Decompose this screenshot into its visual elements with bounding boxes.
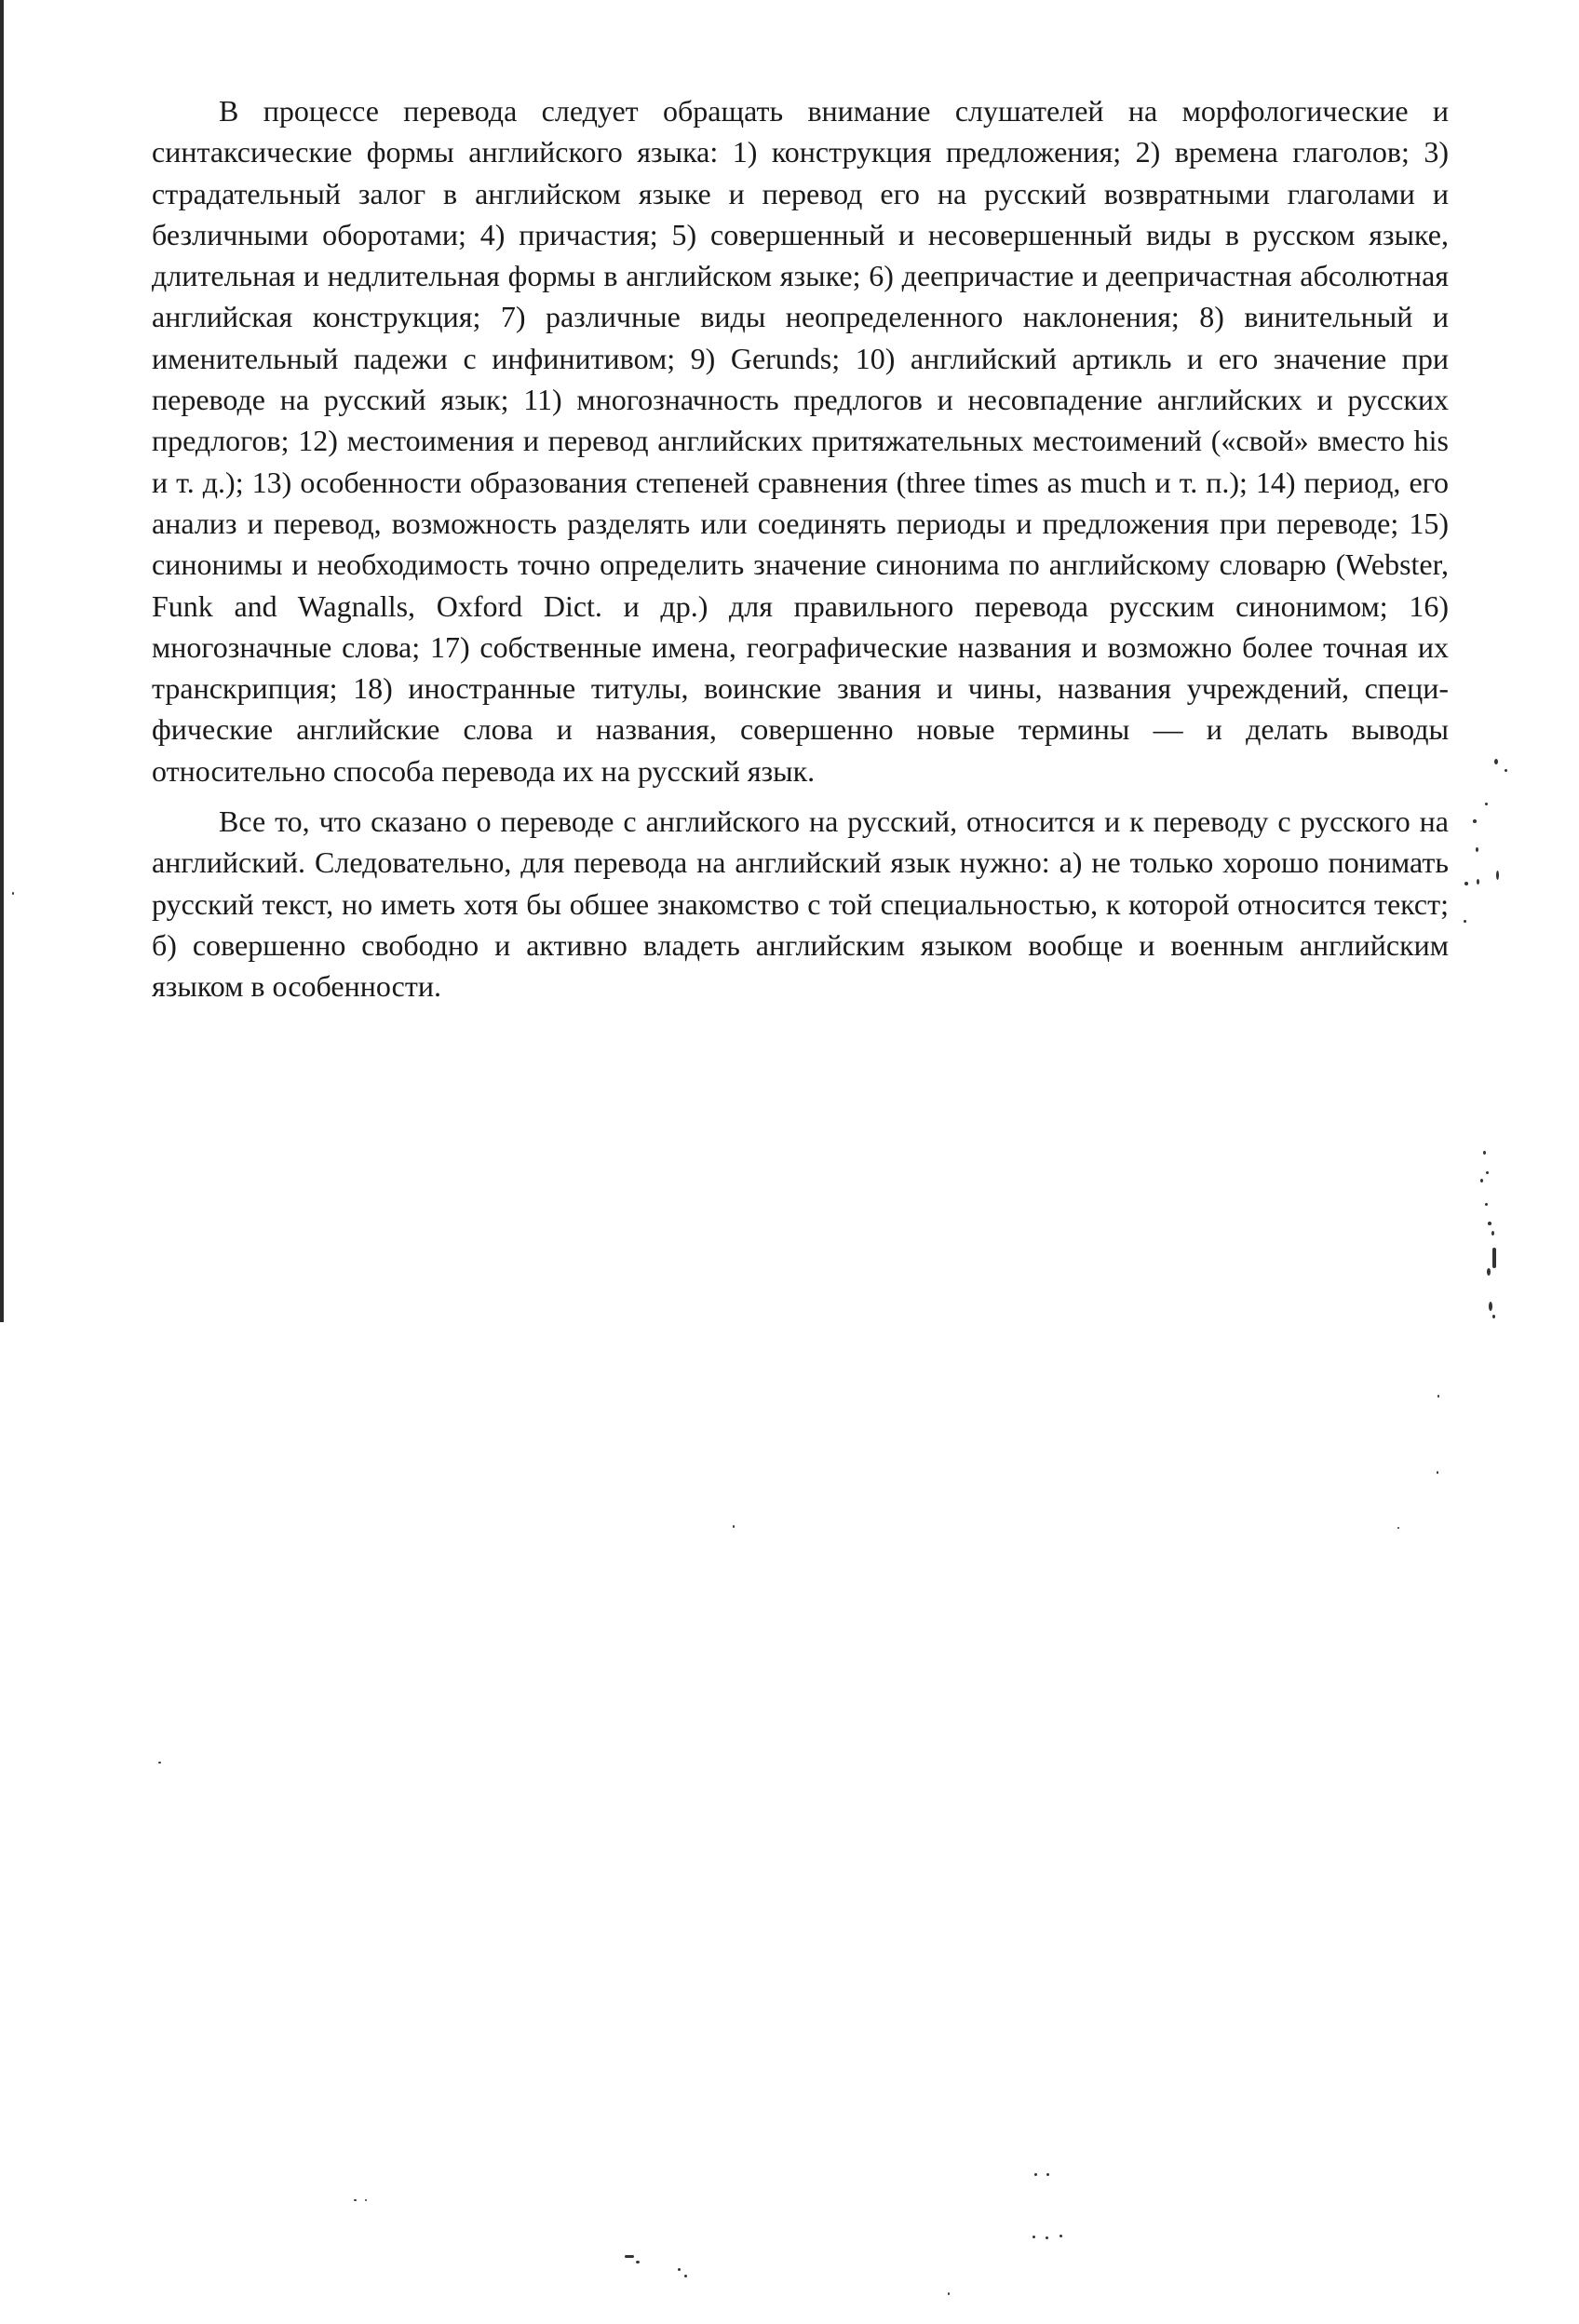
scan-speck — [1483, 1151, 1486, 1155]
scan-speck — [1476, 847, 1478, 852]
scan-speck — [1059, 2235, 1062, 2237]
scan-speck — [1487, 1268, 1491, 1276]
scan-speck — [948, 2292, 950, 2295]
scan-speck — [1491, 1231, 1494, 1236]
page-binding-edge — [0, 0, 4, 1322]
scan-speck — [12, 892, 14, 895]
scan-speck — [1464, 920, 1466, 923]
scan-speck — [733, 1525, 735, 1528]
scan-speck — [1496, 871, 1499, 880]
scan-speck — [1485, 1203, 1488, 1206]
scan-speck — [365, 2199, 367, 2201]
scan-speck — [1473, 819, 1477, 823]
scan-speck — [684, 2275, 687, 2277]
scan-speck — [1485, 803, 1488, 805]
scan-speck — [1494, 759, 1498, 764]
scan-speck — [1046, 2236, 1048, 2239]
scan-speck — [1492, 1248, 1496, 1268]
scan-speck — [1488, 1222, 1491, 1225]
scan-speck — [1437, 1471, 1438, 1474]
scan-speck — [1032, 2236, 1035, 2238]
scan-speck — [158, 1762, 161, 1763]
paragraph-morphology: В процессе перевода следует обращать внимание слушателей на морфологические и синтаксические формы английского языка: 1) конструкция предложения; 2) времена глаголов; 3) страдательный залог в английском языке и перевод его на русский возвратными глаголами и безличными оборотами; 4) причастия; 5) совершенный и несовершенный виды в русском языке, длительная и недлительная формы в английском языке; 6) деепричастие и деепричастная абсолютная английская конструкция; 7) различные виды неопределенного наклонения; 8) винительный и именительный падежи с инфинитивом; 9) Gerunds; 10) английский артикль и его значение при переводе на русский язык; 11) многозначность предлогов и несовпадение английских и русских предлогов; 12) местоимения и перевод английских притяжательных местоимений («свой» вместо his и т. д.); 13) особенности образования степеней сравнения (three times as much и т. п.); 14) период, его анализ и перевод, возможность разделять или соединять периоды и предложения при переводе; 15) синонимы и необходимость точно определить значение синонима по английскому словарю (Webster, Funk and Wagnalls, Oxford Dict. и др.) для правильного перевода русским синонимом; 16) многозначные слова; 17) собственные имена, географические названия и возможно более точная их транскрипция; 18) иностранные титулы, воинские звания и чины, названия учреждений, специфические английские слова и названия, совершенно новые термины — и делать выводы относительно способа перевода их на русский язык. — [152, 94, 1449, 788]
scan-speck — [1492, 1315, 1495, 1318]
scan-speck — [678, 2268, 681, 2271]
scan-speck — [1505, 769, 1507, 772]
scan-speck — [1480, 1179, 1483, 1182]
scan-speck — [1034, 2173, 1037, 2176]
scan-speck — [636, 2261, 640, 2263]
paragraph-russian-to-english: Все то, что сказано о переводе с английского на русский, относится и к переводу с русского на английский. Следовательно, для перевода на английский язык нужно: а) не только хорошо понимать русский текст, но иметь хотя бы обшее знакомство с той специальностью, к которой относится текст; б) совершенно свободно и активно владеть английским языком вообще и военным английским языком в особенности. — [152, 804, 1449, 1004]
document-body — [152, 90, 1449, 1007]
scan-speck — [625, 2255, 634, 2258]
scan-speck — [1489, 1302, 1492, 1311]
scan-speck — [1046, 2173, 1049, 2176]
scan-speck — [1477, 879, 1479, 885]
scan-speck — [1437, 1395, 1439, 1398]
scan-speck — [1486, 1171, 1489, 1174]
scan-speck — [1464, 882, 1468, 885]
scan-speck — [354, 2199, 357, 2201]
scan-speck — [1397, 1527, 1399, 1529]
